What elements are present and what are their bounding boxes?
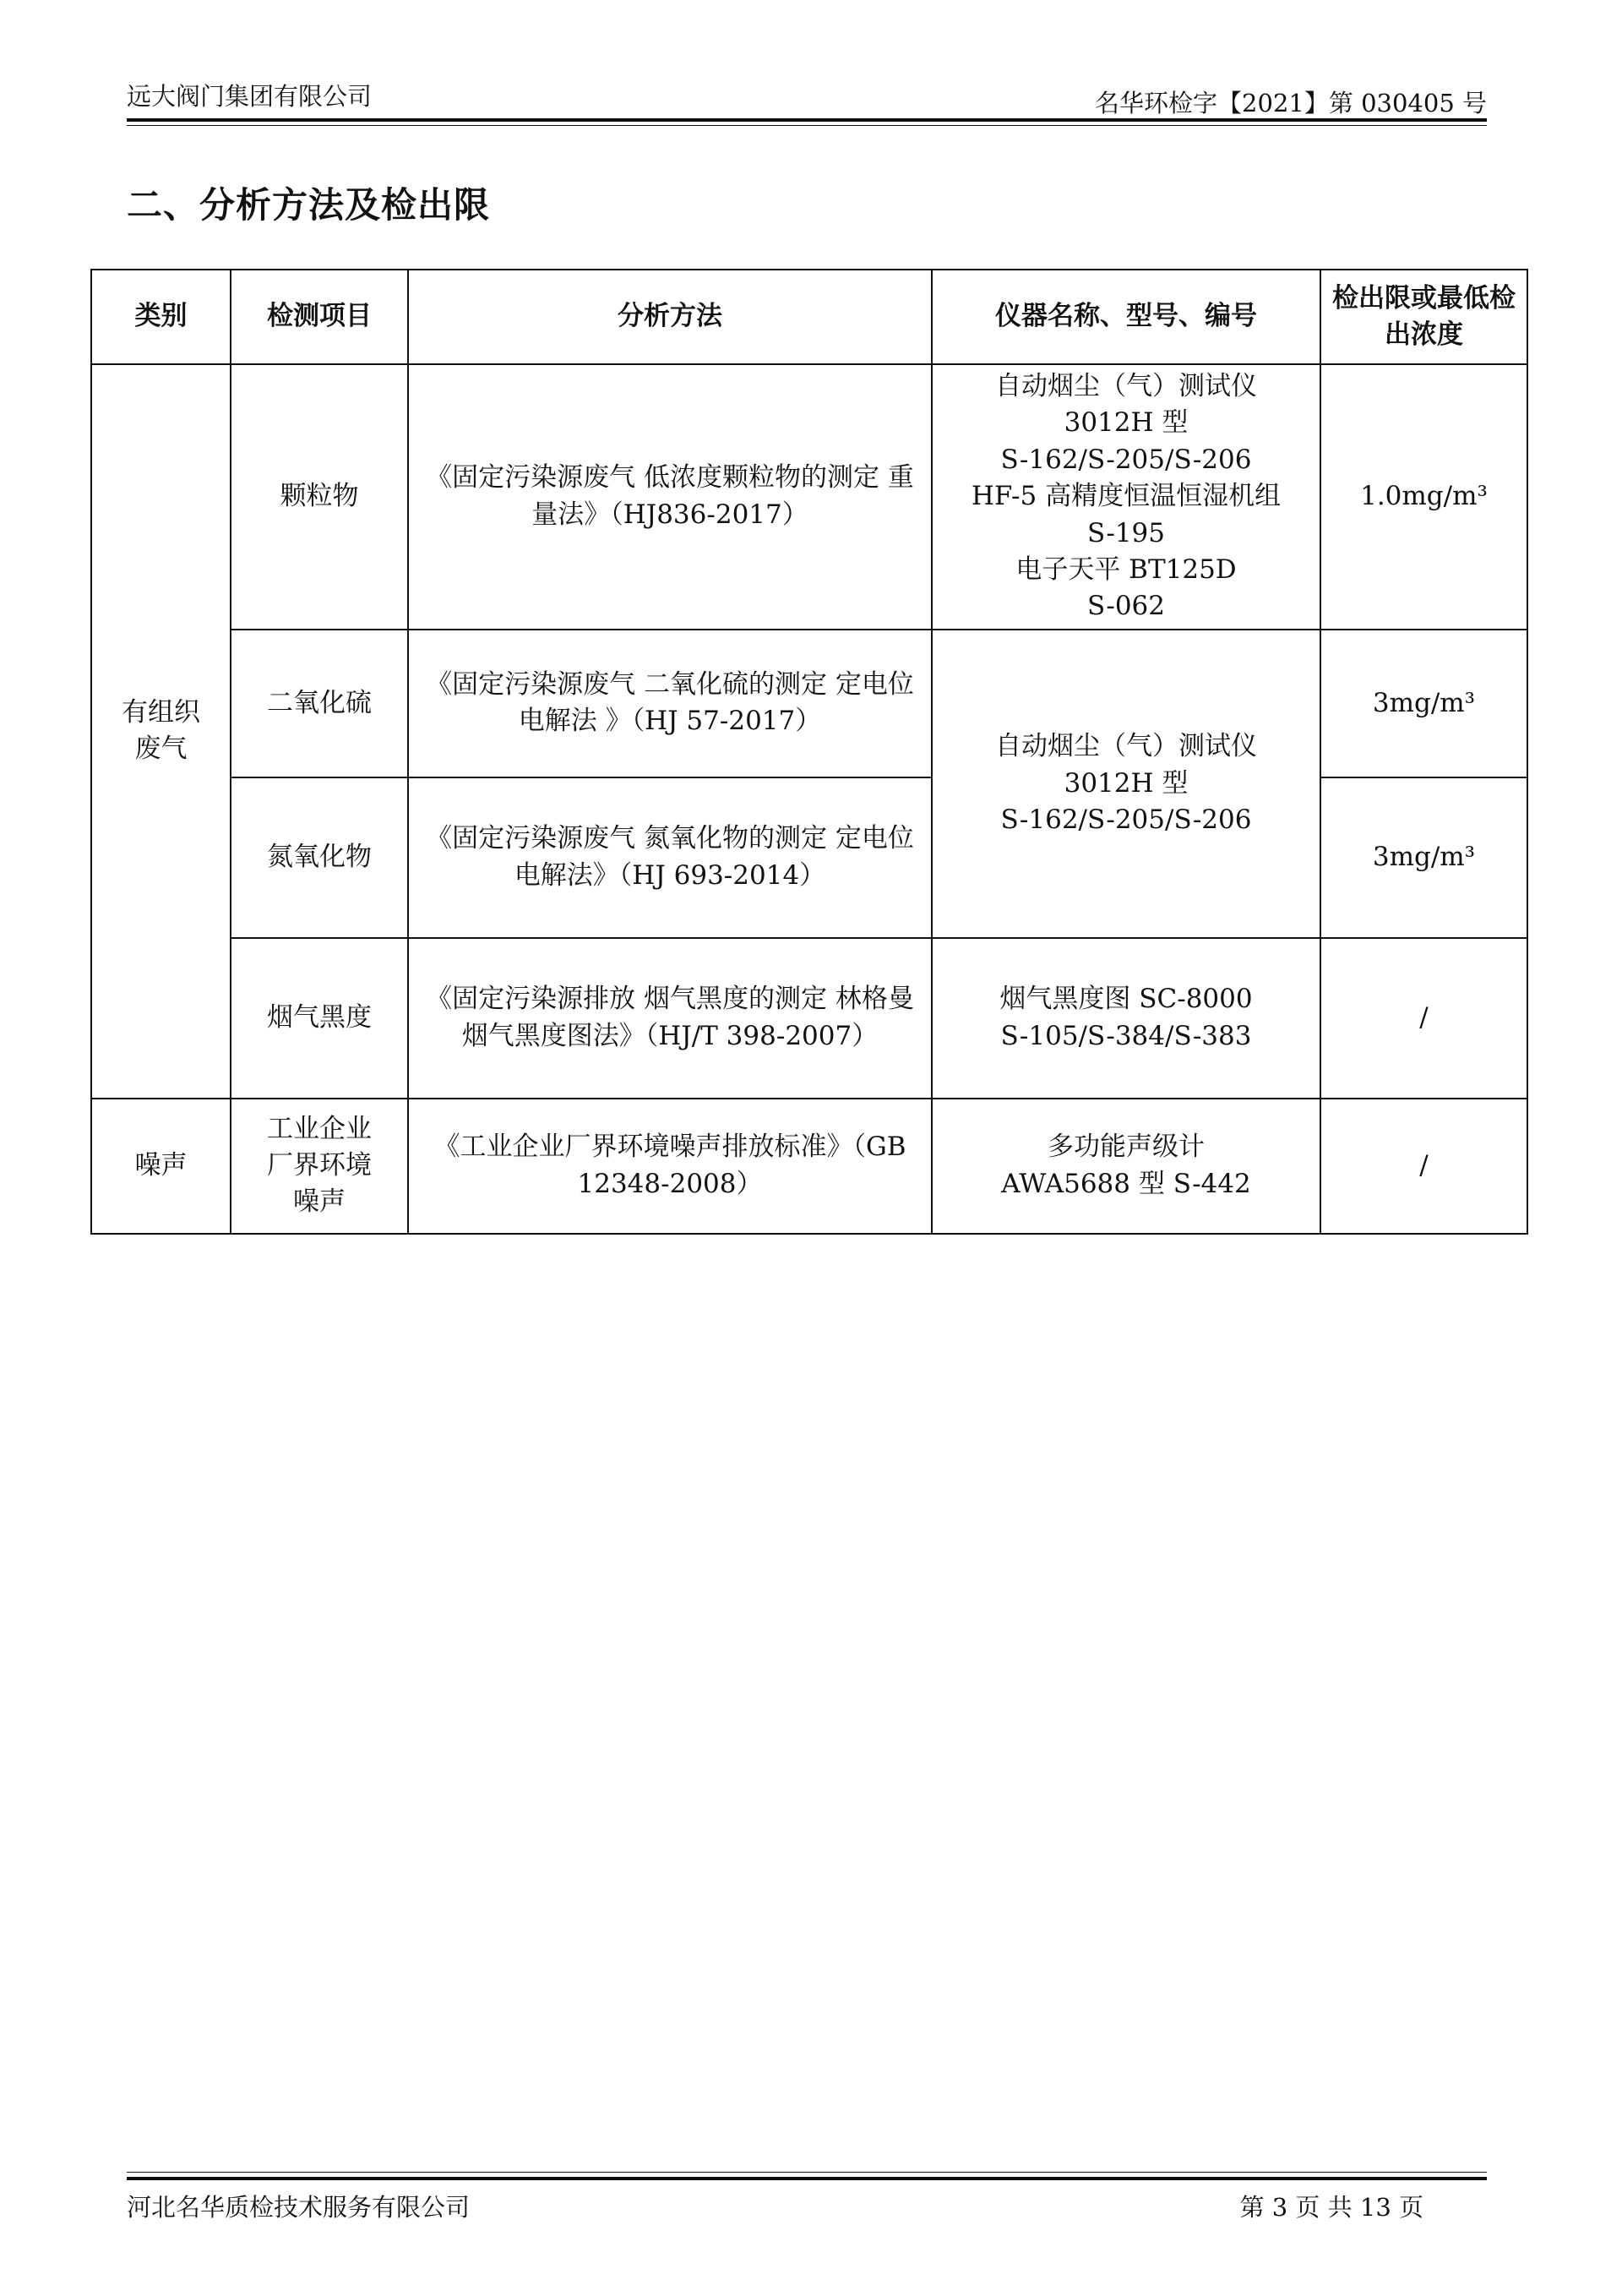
header-item: 检测项目 xyxy=(231,270,408,364)
item-cell: 氮氧化物 xyxy=(231,777,408,938)
analysis-methods-table xyxy=(90,269,1528,1235)
method-cell: 《固定污染源排放 烟气黑度的测定 林格曼烟气黑度图法》（HJ/T 398-2007） xyxy=(408,938,932,1099)
table-row xyxy=(91,1099,1527,1234)
instrument-line: AWA5688 型 S-442 xyxy=(1001,1168,1251,1199)
item-cell: 烟气黑度 xyxy=(231,938,408,1099)
instrument-line: HF-5 高精度恒温恒湿机组 xyxy=(971,481,1282,512)
limit-cell: 3mg/m³ xyxy=(1320,777,1527,938)
instrument-cell xyxy=(932,364,1320,630)
instrument-line: 多功能声级计 xyxy=(1048,1132,1205,1163)
instrument-line: 电子天平 BT125D xyxy=(1015,554,1237,585)
instrument-line: 烟气黑度图 SC-8000 xyxy=(999,984,1253,1015)
instrument-cell-shared xyxy=(932,630,1320,938)
method-cell: 《工业企业厂界环境噪声排放标准》（GB 12348-2008） xyxy=(408,1099,932,1234)
table-header-row xyxy=(91,270,1527,364)
instrument-line: S-062 xyxy=(1086,591,1166,622)
limit-cell: 1.0mg/m³ xyxy=(1320,364,1527,630)
instrument-line: S-195 xyxy=(1086,517,1166,548)
table-row xyxy=(91,630,1527,777)
header-rule-thin xyxy=(127,125,1487,126)
section-title: 二、分析方法及检出限 xyxy=(127,184,491,226)
footer-company: 河北名华质检技术服务有限公司 xyxy=(127,2193,471,2222)
limit-cell: 3mg/m³ xyxy=(1320,630,1527,777)
header-instrument: 仪器名称、型号、编号 xyxy=(932,270,1320,364)
method-cell: 《固定污染源废气 氮氧化物的测定 定电位电解法》（HJ 693-2014） xyxy=(408,777,932,938)
limit-cell: / xyxy=(1320,938,1527,1099)
instrument-line: 3012H 型 xyxy=(1064,767,1189,799)
instrument-line: S-162/S-205/S-206 xyxy=(1000,444,1252,475)
method-cell: 《固定污染源废气 二氧化硫的测定 定电位电解法 》（HJ 57-2017） xyxy=(408,630,932,777)
item-cell: 工业企业厂界环境噪声 xyxy=(231,1099,408,1234)
instrument-line: S-105/S-384/S-383 xyxy=(1000,1020,1252,1051)
header-company: 远大阀门集团有限公司 xyxy=(127,82,373,111)
instrument-line: 自动烟尘（气）测试仪 xyxy=(995,731,1257,762)
method-cell: 《固定污染源废气 低浓度颗粒物的测定 重量法》（HJ836-2017） xyxy=(408,364,932,630)
footer-rule-thin xyxy=(127,2172,1487,2173)
instrument-line: 自动烟尘（气）测试仪 xyxy=(995,371,1257,401)
footer-rule xyxy=(127,2177,1487,2180)
header-category: 类别 xyxy=(91,270,231,364)
instrument-line: S-162/S-205/S-206 xyxy=(1000,804,1252,835)
instrument-line: 3012H 型 xyxy=(1064,407,1189,439)
limit-cell: / xyxy=(1320,1099,1527,1234)
item-cell: 二氧化硫 xyxy=(231,630,408,777)
item-cell: 颗粒物 xyxy=(231,364,408,630)
table-row xyxy=(91,364,1527,630)
header-detection-limit: 检出限或最低检出浓度 xyxy=(1320,270,1527,364)
category-noise: 噪声 xyxy=(91,1099,231,1234)
header-rule xyxy=(127,118,1487,122)
page-number: 第 3 页 共 13 页 xyxy=(1239,2193,1423,2222)
header-report-number: 名华环检字【2021】第 030405 号 xyxy=(1095,89,1487,117)
instrument-cell xyxy=(932,1099,1320,1234)
instrument-cell xyxy=(932,938,1320,1099)
category-gas: 有组织废气 xyxy=(91,364,231,1099)
header-method: 分析方法 xyxy=(408,270,932,364)
table-row xyxy=(91,938,1527,1099)
